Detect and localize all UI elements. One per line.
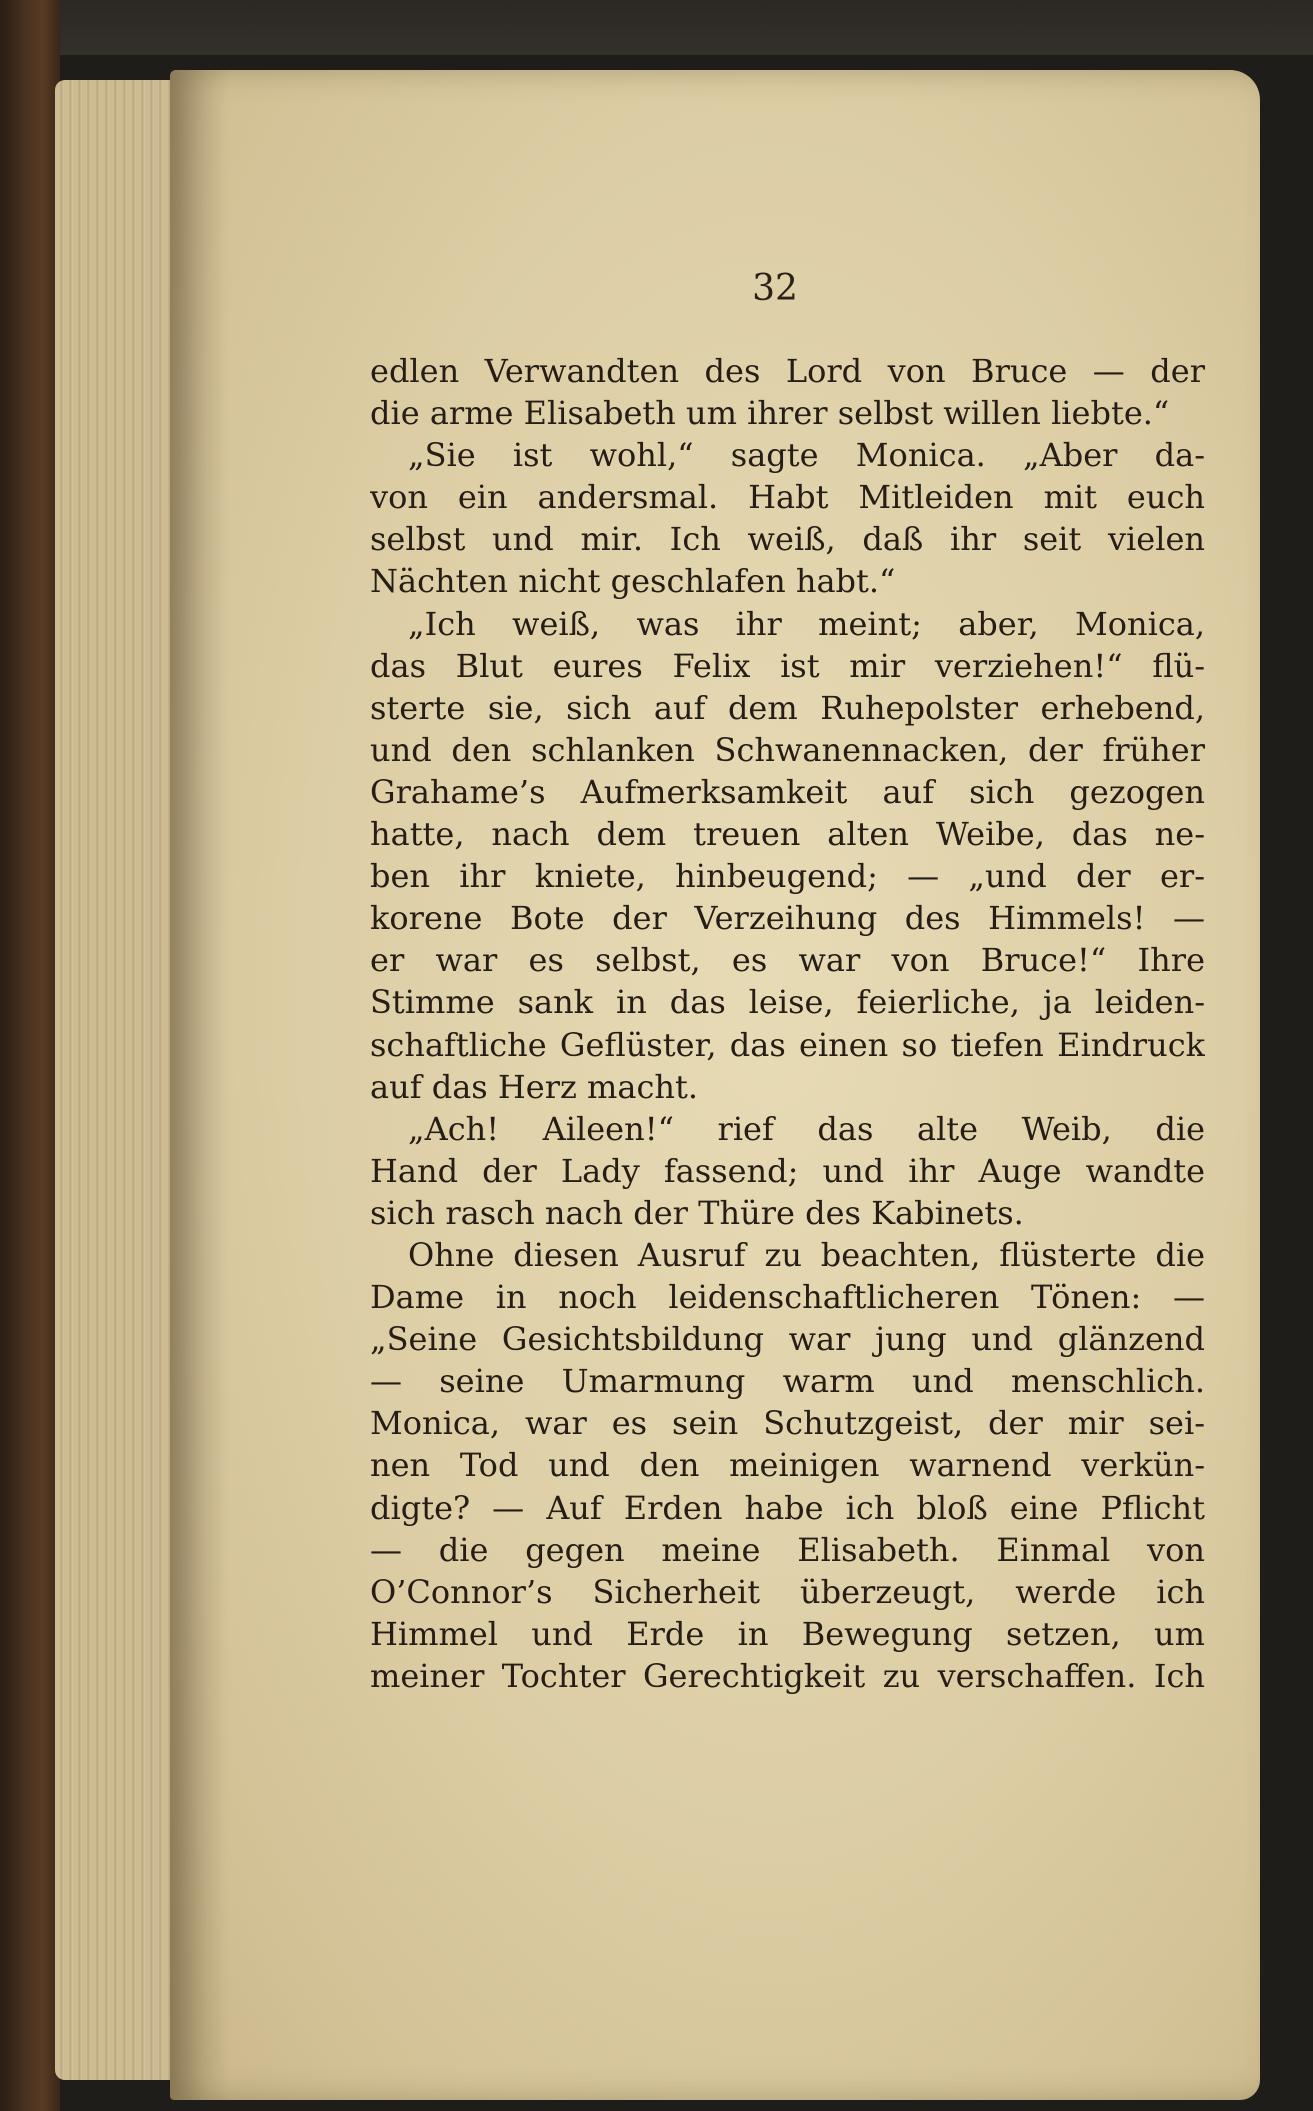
text-line: korene Bote der Verzeihung des Himmels! — (370, 899, 1205, 938)
text-line: „Sie ist wohl,“ sagte Monica. „Aber da- (408, 436, 1205, 475)
text-line: „Ach! Aileen!“ rief das alte Weib, die (408, 1109, 1205, 1148)
text-line: schaftliche Geflüster, das einen so tiefen Eindruck (370, 1025, 1205, 1064)
text-line: Dame in noch leidenschaftlicheren Tönen: — (370, 1278, 1205, 1317)
text-line: Stimme sank in das leise, feierliche, ja leiden- (370, 983, 1205, 1022)
text-line: ben ihr kniete, hinbeugend; — „und der er- (370, 857, 1205, 896)
text-line: auf das Herz macht. (370, 1067, 699, 1106)
text-line: und den schlanken Schwanennacken, der früher (370, 730, 1205, 769)
text-line: „Seine Gesichtsbildung war jung und glänzend (370, 1320, 1205, 1359)
text-line: — seine Umarmung warm und menschlich. (370, 1362, 1205, 1401)
text-line: sterte sie, sich auf dem Ruhepolster erhebend, (370, 688, 1205, 727)
text-line: — die gegen meine Elisabeth. Einmal von (370, 1530, 1205, 1569)
text-line: nen Tod und den meinigen warnend verkün- (370, 1446, 1205, 1485)
text-line: selbst und mir. Ich weiß, daß ihr seit vielen (370, 520, 1205, 559)
book-cover-top (0, 0, 1313, 55)
text-line: Monica, war es sein Schutzgeist, der mir sei- (370, 1404, 1205, 1443)
text-line: O’Connor’s Sicherheit überzeugt, werde ich (370, 1572, 1205, 1611)
text-line: meiner Tochter Gerechtigkeit zu verschaffen. Ich (370, 1656, 1205, 1695)
book-binding (0, 0, 60, 2111)
text-line: hatte, nach dem treuen alten Weibe, das ne- (370, 815, 1205, 854)
text-line: er war es selbst, es war von Bruce!“ Ihre (370, 941, 1205, 980)
text-line: Grahame’s Aufmerksamkeit auf sich gezogen (370, 772, 1205, 811)
text-line: die arme Elisabeth um ihrer selbst willen liebte.“ (370, 394, 1170, 433)
gutter-shadow (170, 70, 230, 2100)
page-text (370, 350, 1205, 1697)
text-line: Nächten nicht geschlafen habt.“ (370, 562, 896, 601)
text-line: edlen Verwandten des Lord von Bruce — der (370, 352, 1205, 390)
text-line: sich rasch nach der Thüre des Kabinets. (370, 1193, 1024, 1232)
text-line: Himmel und Erde in Bewegung setzen, um (370, 1614, 1205, 1653)
text-line: das Blut eures Felix ist mir verziehen!“ flü- (370, 646, 1205, 685)
text-line: von ein andersmal. Habt Mitleiden mit euch (370, 478, 1205, 517)
text-line: Ohne diesen Ausruf zu beachten, flüsterte die (408, 1235, 1205, 1274)
text-line: „Ich weiß, was ihr meint; aber, Monica, (408, 604, 1205, 643)
text-line: digte? — Auf Erden habe ich bloß eine Pflicht (370, 1488, 1205, 1527)
page-number: 32 (752, 268, 798, 309)
text-line: Hand der Lady fassend; und ihr Auge wandte (370, 1151, 1205, 1190)
